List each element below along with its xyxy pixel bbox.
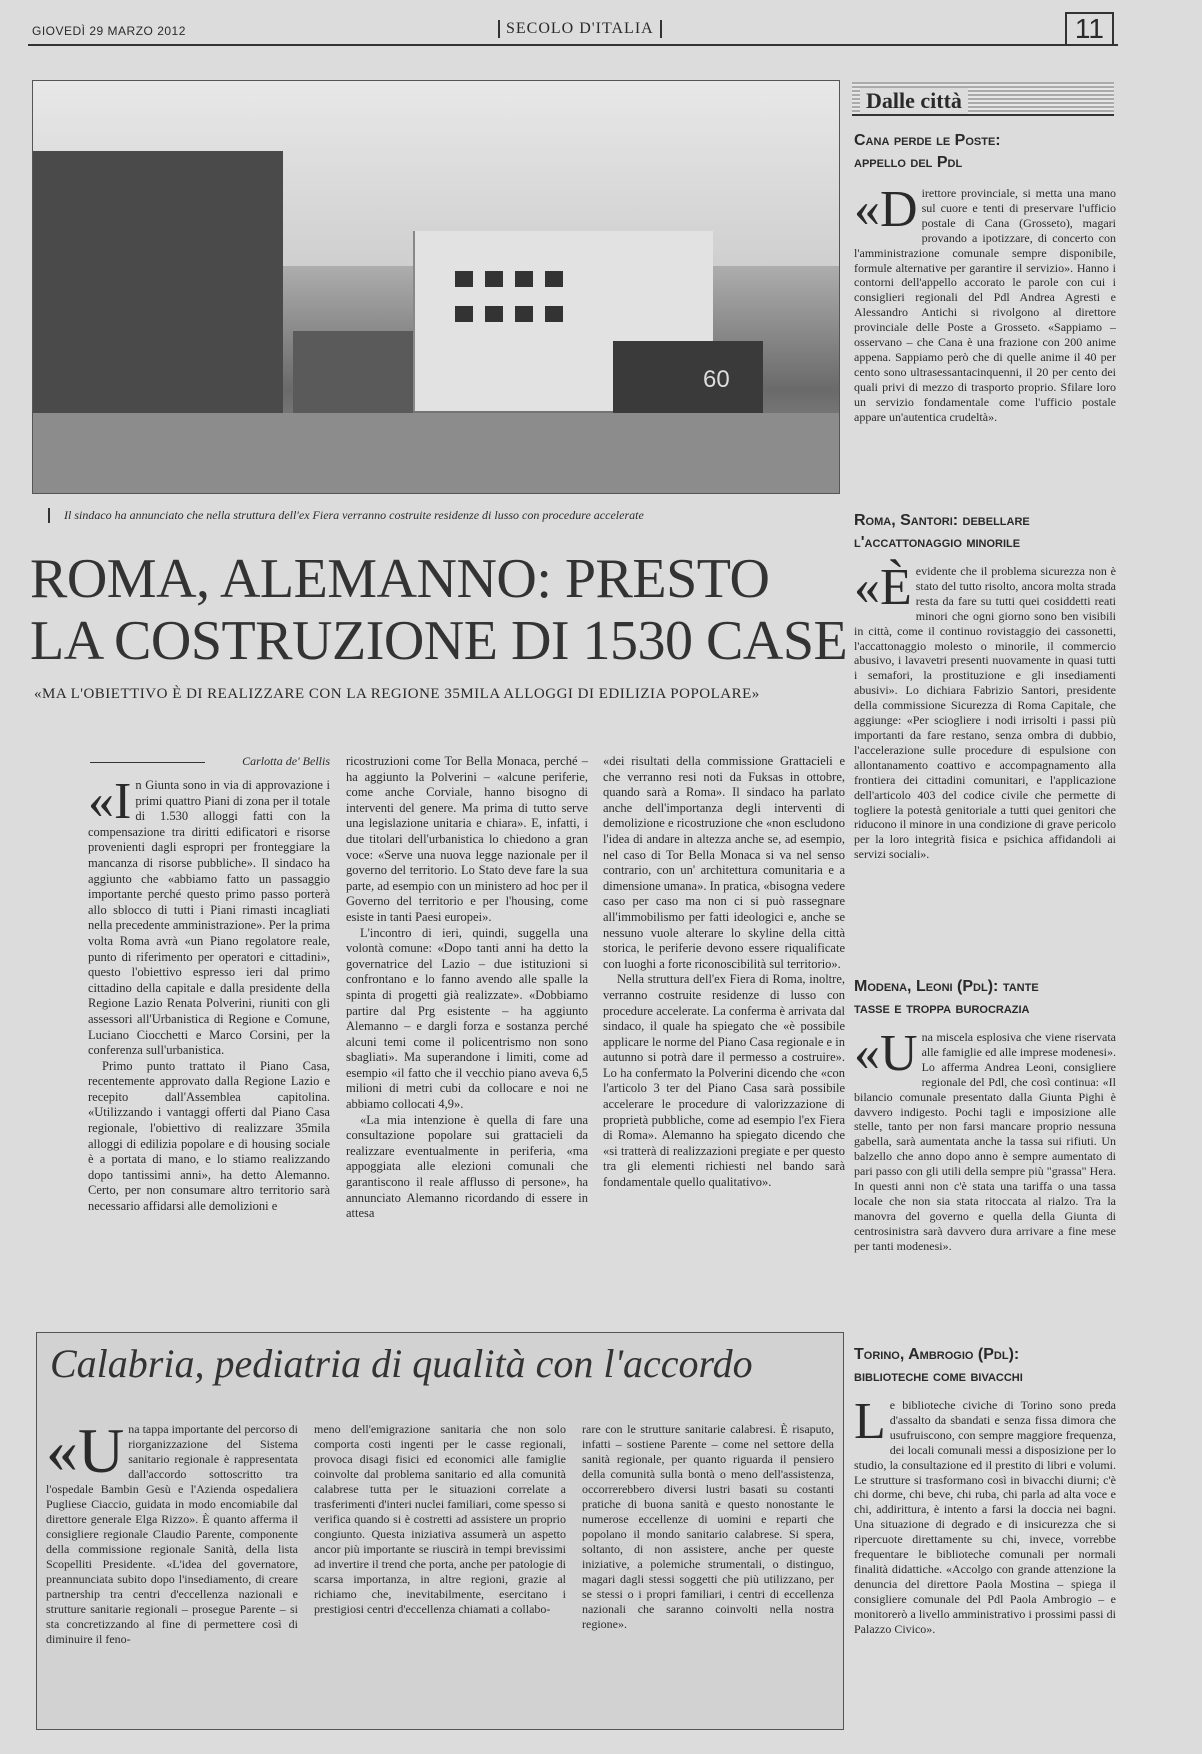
gate-number: 60 <box>703 366 730 393</box>
main-col3-para-1: «dei risultati della commissione Grattacieli e che verranno resi noti da Fuksas in ottobre, quando sarà a Roma». Il sindaco ha parlato anche dell'importanza degli interventi di demolizione e ricostruzione che «non escludono l'idea di andare in altezza anche se, ad esempio, nel caso di Tor Bella Monaca si va nel senso contrario, con un' architettura comunitaria e a dimensione umana». In pratica, «bisogna vedere caso per caso ma non ci si può rassegnare all'immobilismo per fatti ideologici e, anche se nessuno vuole alterare lo skyline della città storica, le periferie devono essere riqualificate con luoghi a forte riconoscibilità sul territorio». <box>603 754 845 971</box>
masthead <box>28 14 1118 46</box>
byline: Carlotta de' Bellis <box>90 754 330 769</box>
main-col1-para-1: n Giunta sono in via di approvazione i primi quattro Piani di zona per il totale di 1.530 alloggi fatti con la compensazione tra diritti edificatori e risorse provenienti dagli espropri per fronteggiare la mancanza di risorse pubbliche». Il sindaco ha aggiunto che «abbiamo fatto un passaggio importante perché questo primo passo porterà allo sblocco di tutti i Piani rimasti incagliati nella precedente amministrazione». Per la prima volta Roma avrà «un Piano regolatore reale, punto di riferimento per operatori e cittadini», questo l'obiettivo espresso ieri dal primo cittadino della capitale e dalla presidente della Regione Lazio Renata Polverini, riuniti con gli assessori all'Urbanistica di Regione e Comune, Luciano Ciocchetti e Marco Corsini, per la conferenza sull'urbanistica. <box>88 778 330 1058</box>
headline-line-2: LA COSTRUZIONE DI 1530 CASE <box>30 610 848 672</box>
main-column-3 <box>603 754 845 1191</box>
main-col2-para-1: ricostruzioni come Tor Bella Monaca, perché – ha aggiunto la Polverini – «alcune periferie, come anche Corviale, hanno bisogno di interventi del genere. Ma prima di tutto serve una legislazione unitaria e chiara». E, infatti, i due titolari dell'urbanistica lo chiedono a gran voce: «Serve una nuova legge nazionale per il governo del territorio. Lo Stato deve fare la sua parte, ad esempio con un ministero ad hoc per il Governo del territorio e per l'housing, come esiste in tanti Paesi europei». <box>346 754 588 924</box>
photo-building-left <box>33 151 283 421</box>
boxed-column-2: meno dell'emigrazione sanitaria che non solo comporta costi ingenti per le casse regionali, provoca disagi fisici ed economici alle famiglie coinvolte dal problema sanitario ed alla comunità calabrese tutta per le situazioni correlate a trasferimenti d'interi nuclei familiari, come spesso si verifica quando si è costretti ad assistere un proprio congiunto. Questa iniziativa assumerà un aspetto ancor più importante se riuscirà in tempi brevissimi ad invertire il trend che porta, anche per patologie di scarsa importanza, in altre regioni, grazie al richiamo che, inevitabilmente, esercitano i prestigiosi centri d'eccellenza chiamati a collabo- <box>314 1422 566 1616</box>
main-col3-para-2: Nella struttura dell'ex Fiera di Roma, inoltre, verranno costruite residenze di lusso con procedure accelerate. La conferma è arrivata dal sindaco, il quale ha spiegato che «è possibile applicare le norme del Piano Casa regionale e in autunno si potrà dare il permesso a costruire». Lo ha confermato la Polverini dicendo che «con l'articolo 3 ter del Piano Casa sarà possibile accelerare le procedure di valorizzazione di proprietà pubbliche, come ad esempio l'ex Fiera di Roma». Alemanno ha spiegato dicendo che «si tratterà di realizzazioni pregiate e per questo tra gli elementi richiesti nel bando sarà fondamentale quello qualitativo». <box>603 972 845 1190</box>
sidebar-article-4-body: Le biblioteche civiche di Torino sono preda d'assalto da sbandati e senza fissa dimora che usufruiscono, con sempre maggiore frequenza, dei locali comunali messi a disposizione per lo studio, la consultazione ed il prestito di libri e volumi. Le strutture si trasformano così in bivacchi diurni; c'è chi dorme, chi beve, chi ruba, chi parla ad alta voce e chi, addirittura, è intento a farsi la doccia nei bagni. Una situazione di degrado e di insicurezza che si ripercuote direttamente su chi, invece, vorrebbe frequentare le biblioteche comunali per normali finalità didattiche. «Accolgo con grande attenzione la denuncia del direttore Paola Mostina – spiega il consigliere comunale del Pdl Paola Ambrogio – e monitorerò a livello amministrativo i prossimi passi di Palazzo Civico». <box>854 1393 1116 1636</box>
issue-date: GIOVEDÌ 29 MARZO 2012 <box>32 24 186 38</box>
sidebar-article-2-title: Roma, Santori: debellare l'accattonaggio minorile <box>854 512 1030 551</box>
sidebar-article-1-title: Cana perde le Poste: appello del Pdl <box>854 132 1001 171</box>
main-headline <box>30 548 850 672</box>
page-number: 11 <box>1065 12 1114 46</box>
sidebar-article-1-body: «D irettore provinciale, si metta una mano sul cuore e tenti di preservare l'ufficio postale di Cana (Grosseto), magari provando a ipotizzare, di concerto con l'amministrazione comunale sempre disponibile, formule alternative per garantire il servizio». Hanno i contorni dell'appello accorato le parole con cui i consiglieri regionali del Pdl Andrea Agresti e Alessandro Antichi si rivolgono al direttore provinciale delle Poste a Grosseto. «Sappiamo – osservano – che Cana è una frazione con 200 anime appena. Sappiamo però che di quelle anime il 40 per cento sono ultrasessantacinquenni, il 20 per cento dei quali privi di mezzo di trasporto proprio. Sfilare loro un servizio fondamentale come l'ufficio postale appare un'autentica crudeltà». <box>854 181 1116 424</box>
boxed-column-3: rare con le strutture sanitarie calabresi. È risaputo, infatti – sostiene Parente – come nel settore della sanità regionale, per quanto riguarda il pensiero della comunità sulla bontà o meno dell'assistenza, occorrerebbero diversi lustri basati su costanti pratiche di buona sanità e questo nonostante le numerose eccellenze di uomini e reparti che popolano il mondo sanitario calabrese. Si spera, soltanto, di non assistere, anche per queste iniziative, a polemiche strumentali, o distinguo, magari dagli stessi soggetti che più utilizzano, per se stessi o i propri familiari, i centri di eccellenza nazionali che saranno coinvolti nella nostra regione». <box>582 1422 834 1631</box>
photo-ground <box>33 413 839 493</box>
main-subhead: «MA L'OBIETTIVO È DI REALIZZARE CON LA REGIONE 35MILA ALLOGGI DI EDILIZIA POPOLARE» <box>34 686 760 702</box>
boxed-column-1: «U na tappa importante del percorso di riorganizzazione del Sistema sanitario regionale è rappresentata dall'accordo sottoscritto tra l'ospedale Bambin Gesù e l'Azienda ospedaliera Pugliese Ciaccio, guidata in modo encomiabile dal direttore generale Elga Rizzo». È quanto afferma il consigliere regionale Claudio Parente, componente della commissione regionale Sanità, della lista Scopelliti Presidente. «L'idea del governatore, preannunciata subito dopo l'insediamento, di creare partnership tra centri d'eccellenza nazionali e strutture sanitarie regionali – prosegue Parente – si sta concretizzando al fine di permettere così di diminuire il feno- <box>46 1415 298 1646</box>
main-col1-para-2: Primo punto trattato il Piano Casa, recentemente approvato dalla Regione Lazio e recepito dall'Assemblea capitolina. «Utilizzando i vantaggi offerti dal Piano Casa regionale, l'obiettivo di realizzare 35mila alloggi di edilizia popolare e di housing sociale è a portata di mano, e lo stiamo realizzando dopo tantissimi anni», ha detto Alemanno. Certo, per non consumare altro territorio sarà necessario affidarsi alle demolizioni e <box>88 1058 330 1214</box>
boxed-article-title: Calabria, pediatria di qualità con l'accordo <box>50 1341 753 1386</box>
sidebar-section-header <box>852 82 1114 116</box>
sidebar-section-title: Dalle città <box>860 88 968 114</box>
main-column-2 <box>346 754 588 1222</box>
sidebar-article-4-title: Torino, Ambrogio (Pdl): biblioteche come bivacchi <box>854 1346 1023 1385</box>
sidebar-article-3-title: Modena, Leoni (Pdl): tante tasse e troppa burocrazia <box>854 978 1039 1017</box>
photo-caption: Il sindaco ha annunciato che nella struttura dell'ex Fiera verranno costruite residenze di lusso con procedure accelerate <box>48 508 828 523</box>
newspaper-name: SECOLO D'ITALIA <box>498 20 662 38</box>
article-photo <box>32 80 840 494</box>
main-dropcap: «I <box>88 773 132 830</box>
sidebar-article-3-body: «U na miscela esplosiva che viene riservata alle famiglie ed alle imprese modenesi». Lo afferma Andrea Leoni, consigliere regionale del Pdl, che così continua: «Il bilancio comunale presentato dalla Giunta Pighi è davvero indigesto. Pochi tagli e imposizione alle stelle, tanto per non farsi mancare proprio nessuna gabella, sarà aumentata anche la tassa sui rifiuti. Un balzello che anno dopo anno è sempre aumentato di pari passo con gli utili della sempre più "grassa" Hera. In questi anni non c'è stata una tariffa o una tassa locale che non sia stata ritoccata al rialzo. Tra la manovra del governo e quella della Giunta di centrosinistra sarà davvero dura arrivare a fine mese per tanti modenesi». <box>854 1025 1116 1253</box>
sidebar-article-2-body: «È evidente che il problema sicurezza non è stato del tutto risolto, ancora molta strada resta da fare su tutti quei cosiddetti reati minori che ogni giorno sono ben visibili in città, come il continuo rovistaggio dei cassonetti, l'accattonaggio molesto o minorile, il commercio abusivo, i lavavetri presenti nuovamente in quasi tutti i semafori, la prostituzione e gli insediamenti abusivi». Lo dichiara Fabrizio Santori, presidente della commissione Sicurezza di Roma Capitale, che aggiunge: «Per sciogliere i nodi irrisolti i passi più importanti da fare restano, senza ombra di dubbio, l'accelerazione sulle procedure di espulsione con allontanamento coattivo e accompagnamento alla frontiera dei cittadini comunitari, e l'applicazione dell'articolo 403 del codice civile che permette di togliere la potestà genitoriale a tutti quei genitori che riducono il minore in una condizione di grave pericolo per la loro integrità fisica e psichica affidandoli ai servizi sociali». <box>854 559 1116 862</box>
main-column-1 <box>88 773 330 1215</box>
main-col2-para-3: «La mia intenzione è quella di fare una consultazione popolare sui grattacieli da realizzare eventualmente in periferia, «ma appoggiata alle elezioni comunali che garantiscono il reale afflusso di persone», ha annunciato Alemanno ricordando di essere in attesa <box>346 1112 588 1221</box>
headline-line-1: ROMA, ALEMANNO: PRESTO <box>30 548 770 610</box>
main-col2-para-2: L'incontro di ieri, quindi, suggella una volontà comune: «Dopo tanti anni ha detto la governatrice del Lazio – due istituzioni si confrontano e lo fanno avendo alle spalle la spinta di progetti già realizzate». «Dobbiamo partire dal Prg esistente – ha aggiunto Alemanno – e dargli forza e sostanza perché alcuni temi come il policentrismo non sono sbagliati». Ma superandone i limiti, come ad esempio «il fatto che il vecchio piano aveva 6,5 milioni di metri cubi da collocare e noi ne abbiamo collocati 4,9». <box>346 925 588 1112</box>
